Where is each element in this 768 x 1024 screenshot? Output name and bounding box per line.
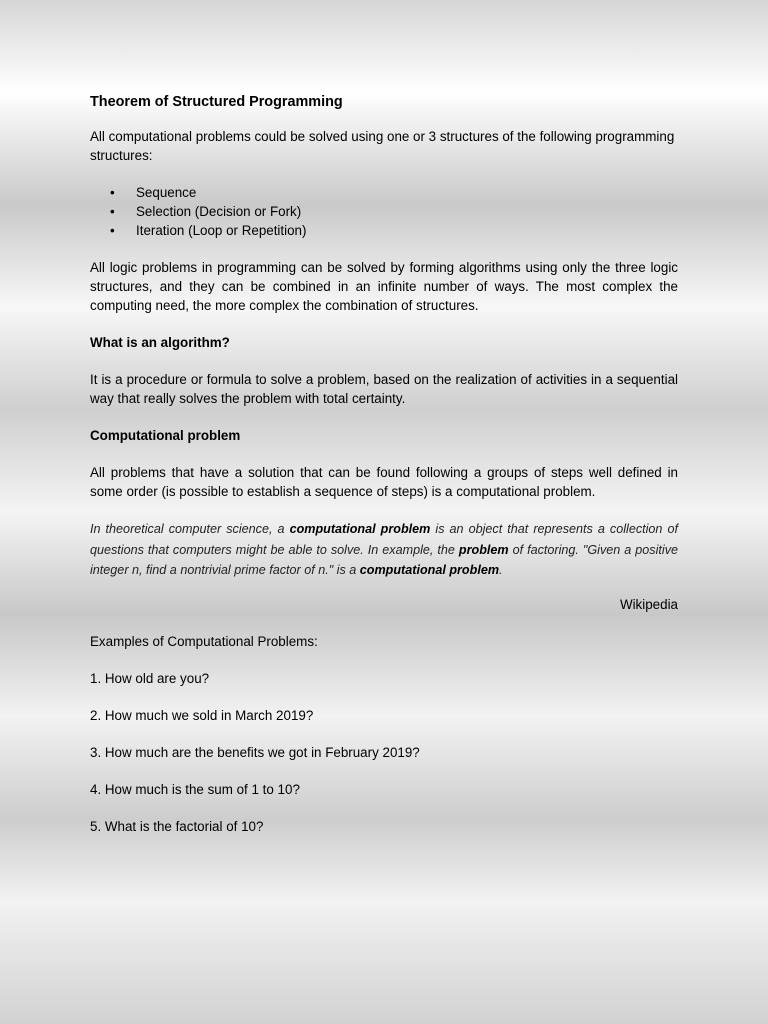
- problem-heading: Computational problem: [90, 428, 241, 443]
- bullet-icon: •: [110, 223, 115, 238]
- document-page: [90, 93, 678, 854]
- quote-emphasis: computational problem: [289, 522, 431, 536]
- list-item: [90, 183, 678, 202]
- algorithm-heading: What is an algorithm?: [90, 335, 230, 350]
- quote-source: Wikipedia: [619, 596, 678, 612]
- document-title: Theorem of Structured Programming: [90, 94, 343, 110]
- list-item: [90, 202, 678, 221]
- list-item: [90, 221, 678, 240]
- problem-definition: All problems that have a solution that can be found following a groups of steps well defined in some order (is possible to establish a sequence of steps) is a computational problem.: [90, 465, 678, 499]
- quote-text: .: [499, 563, 503, 577]
- quote-emphasis: problem: [458, 542, 509, 557]
- intro-paragraph: All computational problems could be solved using one or 3 structures of the following programming structures:: [90, 129, 675, 163]
- example-item: 3. How much are the benefits we got in February 2019?: [90, 744, 420, 760]
- quote-text: of factoring. "Given a positive integer n, find a nontrivial prime factor of n." is a: [90, 542, 679, 577]
- examples-heading: Examples of Computational Problems:: [90, 633, 318, 649]
- bullet-icon: •: [110, 204, 115, 219]
- algorithm-definition: It is a procedure or formula to solve a problem, based on the realization of activities in a sequential way that really solves the problem with total certainty.: [90, 372, 678, 406]
- example-item: 1. How old are you?: [90, 670, 210, 686]
- list-item-label: Selection (Decision or Fork): [136, 204, 302, 219]
- list-item-label: Iteration (Loop or Repetition): [136, 223, 307, 238]
- example-item: 2. How much we sold in March 2019?: [90, 707, 314, 723]
- quote-text: is an object that represents a collection of questions that computers might be able to solve. In example, the: [90, 522, 678, 557]
- example-item: 5. What is the factorial of 10?: [90, 818, 264, 834]
- wikipedia-quote: [90, 519, 678, 581]
- list-item-label: Sequence: [136, 185, 197, 200]
- quote-emphasis: computational problem: [359, 563, 500, 577]
- quote-text: In theoretical computer science, a: [90, 522, 290, 536]
- example-item: 4. How much is the sum of 1 to 10?: [90, 781, 300, 797]
- structures-list: [90, 183, 678, 240]
- bullet-icon: •: [110, 185, 115, 200]
- logic-paragraph: All logic problems in programming can be solved by forming algorithms using only the three logic structures, and they can be combined in an infinite number of ways. The most complex the computing need, the more complex the combination of structures.: [90, 260, 678, 313]
